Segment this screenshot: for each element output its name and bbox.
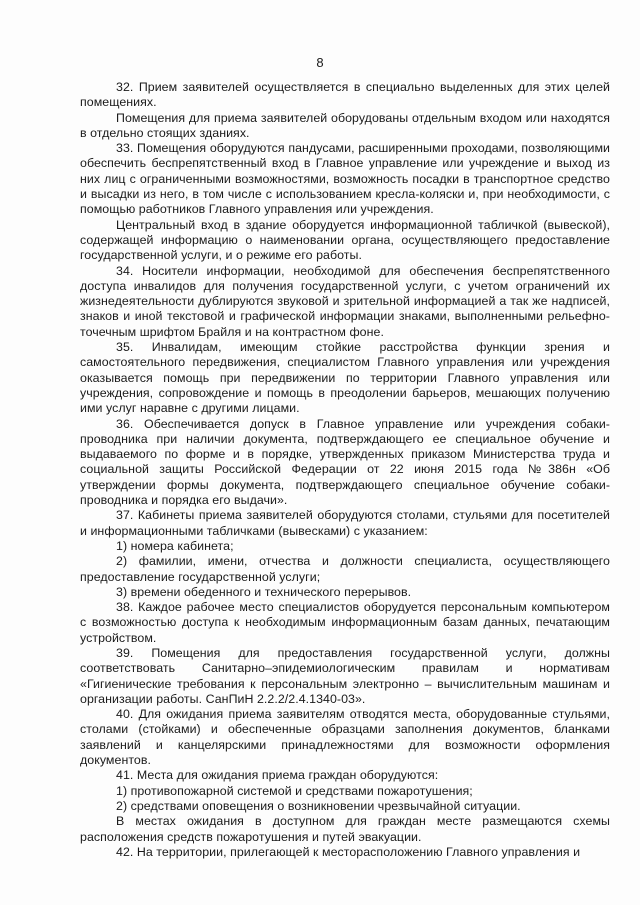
- paragraph-35: 35. Инвалидам, имеющим стойкие расстройства функции зрения и самостоятельного передвижения, специалистом Главного управления или учреждения оказывается помощь при передвижении по территории Главного управления или учреждения, сопровождение и помощь в преодолении барьеров, мешающих получению ими услуг наравне с другими лицами.: [80, 340, 610, 416]
- paragraph-41: 41. Места для ожидания приема граждан оборудуются:: [116, 768, 439, 783]
- paragraph-32-premises: Помещения для приема заявителей оборудованы отдельным входом или находятся в отдельно стоящих зданиях.: [80, 110, 610, 140]
- list-item-37-2: 2) фамилии, имени, отчества и должности специалиста, осуществляющего предоставление государственной услуги;: [80, 554, 610, 584]
- paragraph-41-schemes: В местах ожидания в доступном для граждан месте размещаются схемы расположения средств пожаротушения и путей эвакуации.: [80, 814, 610, 844]
- paragraph-33: 33. Помещения оборудуются пандусами, расширенными проходами, позволяющими обеспечить беспрепятственный вход в Главное управление или учреждение и выход из них лиц с ограниченными возможностями, возможность посадки в транспортное средство и высадки из него, в том числе с использованием кресла-коляски и, при необходимости, с помощью работников Главного управления или учреждения.: [80, 141, 610, 217]
- document-body: [80, 80, 610, 860]
- list-item-41-1: 1) противопожарной системой и средствами пожаротушения;: [116, 783, 473, 798]
- page-number: 8: [316, 55, 324, 70]
- paragraph-38: 38. Каждое рабочее место специалистов оборудуется персональным компьютером с возможностью доступа к необходимым информационным базам данных, печатающим устройством.: [80, 600, 610, 645]
- paragraph-32: 32. Прием заявителей осуществляется в специально выделенных для этих целей помещениях.: [80, 80, 610, 110]
- paragraph-33-entrance: Центральный вход в здание оборудуется информационной табличкой (вывеской), содержащей информацию о наименовании органа, осуществляющего предоставление государственной услуги, и о режиме его работы.: [80, 217, 610, 263]
- list-item-37-1: 1) номера кабинета;: [116, 538, 234, 553]
- paragraph-40: 40. Для ожидания приема заявителям отводятся места, оборудованные стульями, столами (стойками) и обеспеченные образцами заполнения документов, бланками заявлений и канцелярскими принадлежностями для возможности оформления документов.: [80, 707, 610, 768]
- list-item-37-3: 3) времени обеденного и технического перерывов.: [116, 584, 412, 599]
- paragraph-42: 42. На территории, прилегающей к месторасположению Главного управления и: [116, 844, 581, 859]
- paragraph-39: 39. Помещения для предоставления государственной услуги, должны соответствовать Санитарно–эпидемиологическим правилам и нормативам «Гигиенические требования к персональным электронно – вычислительным машинам и организации работы. СанПиН 2.2.2/2.4.1340-03».: [80, 645, 610, 706]
- paragraph-34: 34. Носители информации, необходимой для обеспечения беспрепятственного доступа инвалидов для получения государственной услуги, с учетом ограничений их жизнедеятельности дублируются звуковой и зрительной информацией а так же надписей, знаков и иной текстовой и графической информации знаками, выполненными рельефно-точечным шрифтом Брайля и на контрастном фоне.: [80, 263, 610, 339]
- paragraph-36: 36. Обеспечивается допуск в Главное управление или учреждения собаки-проводника при наличии документа, подтверждающего ее специальное обучение и выдаваемого по форме и в порядке, утвержденных приказом Министерства труда и социальной защиты Российской Федерации от 22 июня 2015 года №386н «Об утверждении формы документа, подтверждающего специальное обучение собаки-проводника и порядка его выдачи».: [80, 416, 610, 508]
- list-item-41-2: 2) средствами оповещения о возникновении чрезвычайной ситуации.: [116, 798, 521, 813]
- paragraph-37: 37. Кабинеты приема заявителей оборудуются столами, стульями для посетителей и информационными табличками (вывесками) с указанием:: [80, 508, 610, 538]
